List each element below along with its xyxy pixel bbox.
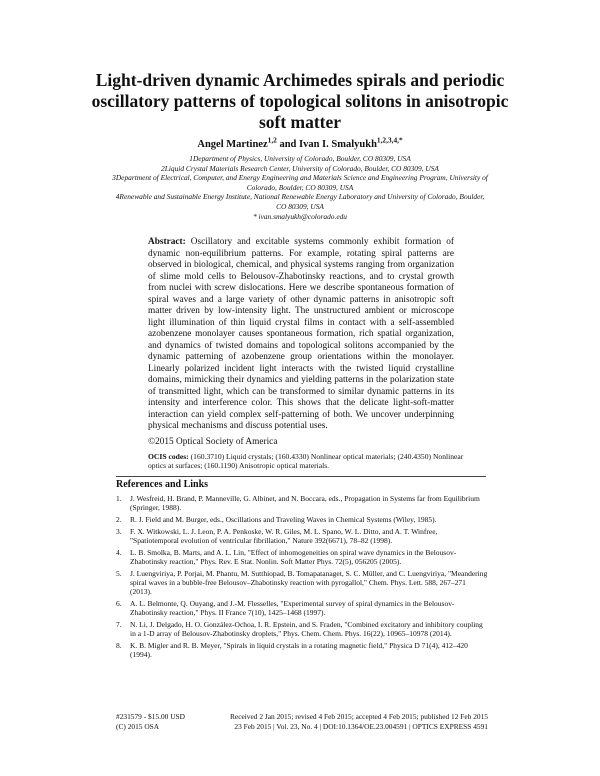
footer-left: #231579 - $15.00 USD (C) 2015 OSA xyxy=(116,712,185,731)
abstract-label: Abstract: xyxy=(148,237,186,247)
abstract xyxy=(148,237,454,433)
reference-item: 2. R. J. Field and M. Burger, eds., Oscillations and Traveling Waves in Chemical Systems (Wiley, 1985). xyxy=(116,515,437,524)
reference-item: 8. K. B. Migler and R. B. Meyer, "Spirals in liquid crystals in a rotating magnetic field," Physica D 71(4), 412–420 (1994). xyxy=(116,641,468,660)
reference-item: 7. N. Li, J. Delgado, H. O. González-Ochoa, I. R. Epstein, and S. Fraden, "Combined excitatory and inhibitory coupling in a 1-D array of Belousov-Zhabotinsky droplets," Phys. Chem. Chem. Phys. 16(22), 10965–10978 (2014). xyxy=(116,620,483,639)
reference-item: 6. A. L. Belmonte, Q. Ouyang, and J.-M. Flesselles, "Experimental survey of spiral dynamics in the Belousov-Zhabotinsky reaction," Phys. II France 7(10), 1425–1468 (1997). xyxy=(116,599,455,618)
author-list: Angel Martinez$^{1,2}$ and Ivan I. Smalyukh$^{1,2,3,4,*}$ xyxy=(197,135,403,150)
footer-right: Received 2 Jan 2015; revised 4 Feb 2015; accepted 4 Feb 2015; published 12 Feb 2015 23 Feb 2015 | Vol. 23, No. 4 | DOI:10.1364/OE.23.004591 | OPTICS EXPRESS 4591 xyxy=(229,712,488,731)
ocis-text: (160.3710) Liquid crystals; (160.4330) Nonlinear optical materials; (240.4350) Nonlinear optics at surfaces; (160.1190) Anisotropic optical materials. xyxy=(148,452,464,471)
paper-title: Light-driven dynamic Archimedes spirals and periodic oscillatory patterns of topological solitons in anisotropic soft matter xyxy=(91,70,509,132)
affiliation-3: 3Department of Electrical, Computer, and Energy Engineering and Materials Science and Engineering Program, University of Colorado, Boulder, CO 80309, USA xyxy=(112,173,488,192)
reference-list xyxy=(116,494,488,662)
ocis-codes xyxy=(148,452,468,471)
affiliations xyxy=(110,154,490,221)
section-divider xyxy=(116,476,486,477)
abstract-text: Oscillatory and excitable systems commonly exhibit formation of dynamic non-equilibrium patterns. For example, rotating spiral patterns are observed in biological, chemical, and physical systems ranging from organization of slime mold cells to Belousov-Zhabotinsky reactions, and to crystal growth from nuclei with screw dislocations. Here we describe spontaneous formation of spiral waves and a large variety of other dynamic patterns in anisotropic soft matter driven by low-intensity light. The unstructured ambient or microscope light illumination of thin liquid crystal films in contact with a self-assembled azobenzene monolayer causes spontaneous formation, rich spatial organization, and dynamics of twisted domains and topological solitons accompanied by the dynamic patterning of azobenzene group orientations within the monolayer. Linearly polarized incident light interacts with the twisted liquid crystalline domains, mimicking their dynamics and yielding patterns in the polarization state of transmitted light, which can be transformed to similar dynamic patterns in its intensity and interference color. This shows that the delicate light-soft-matter interaction can yield complex self-patterning of both. We uncover underpinning physical mechanisms and discuss potential uses. xyxy=(148,237,454,431)
affiliation-4: 4Renewable and Sustainable Energy Institute, National Renewable Energy Laboratory and University of Colorado, Boulder, CO 80309, USA xyxy=(115,192,485,211)
copyright: ©2015 Optical Society of America xyxy=(148,437,278,447)
reference-item: 1. J. Wesfreid, H. Brand, P. Manneville, G. Albinet, and N. Boccara, eds., Propagation in Systems far from Equilibrium (Springer, 1988). xyxy=(116,494,480,513)
references-heading: References and Links xyxy=(116,479,209,490)
affiliation-1: 1Department of Physics, University of Colorado, Boulder, CO 80309, USA xyxy=(189,154,411,163)
reference-item: 3. F. X. Witkowski, L. J. Leon, P. A. Penkoske, W. R. Giles, M. L. Spano, W. L. Ditto, and A. T. Winfree, "Spatiotemporal evolution of ventricular fibrillation," Nature 392(6671), 78–82 (1998). xyxy=(116,526,438,545)
contact-email[interactable]: * ivan.smalyukh@colorado.edu xyxy=(252,211,348,221)
ocis-label: OCIS codes: xyxy=(148,452,189,461)
reference-item: 4. L. B. Smolka, B. Marts, and A. L. Lin, "Effect of inhomogeneities on spiral wave dynamics in the Belousov-Zhabotinsky reaction," Phys. Rev. E Stat. Nonlin. Soft Matter Phys. 72(5), 056205 (2005). xyxy=(116,547,457,566)
affiliation-2: 2Liquid Crystal Materials Research Center, University of Colorado, Boulder, CO 80309, USA xyxy=(161,163,439,173)
reference-item: 5. J. Luengviriya, P. Porjai, M. Phantu, M. Sutthiopad, B. Tomapatanaget, S. C. Müller, and C. Luengviriya, "Meandering spiral waves in a bubble-free Belousov–Zhabotinsky reaction with pyrogallol," Chem. Phys. Lett. 588, 267–271 (2013). xyxy=(116,568,488,597)
